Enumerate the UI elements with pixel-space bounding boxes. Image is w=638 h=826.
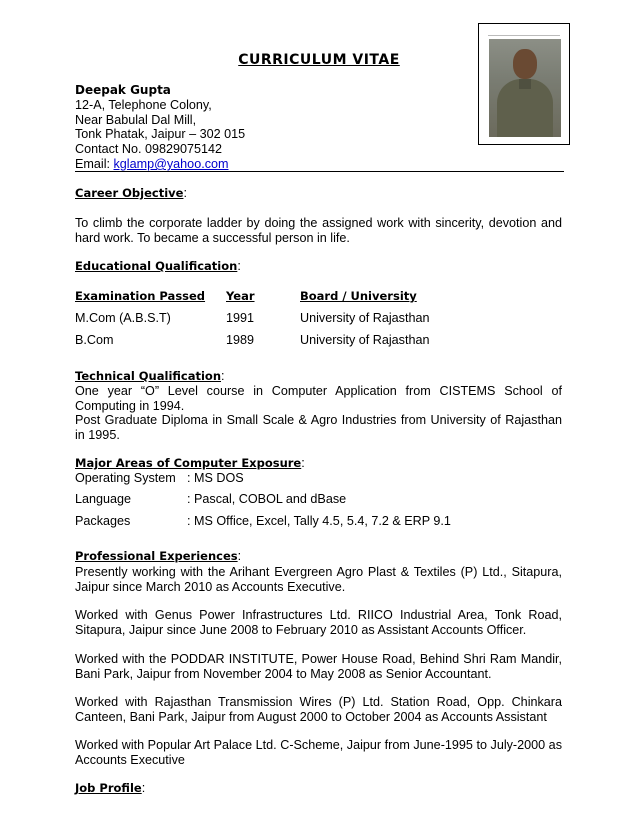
experience-heading: Professional Experiences: [75, 549, 242, 563]
experience-item-4: Worked with Rajasthan Transmission Wires (P) Ltd. Station Road, Opp. Chinkara Canteen, Bani Park, Jaipur from August 2000 to October 2004 as Accounts Assistant [75, 695, 562, 724]
computer-row-2-label: Language [75, 492, 132, 506]
experience-item-5: Worked with Popular Art Palace Ltd. C-Scheme, Jaipur from June-1995 to July-2000 as Accounts Executive [75, 738, 562, 767]
address-line-3: Tonk Phatak, Jaipur – 302 015 [75, 127, 246, 142]
education-col-year: Year [226, 289, 255, 303]
career-objective-text: To climb the corporate ladder by doing the assigned work with sincerity, devotion and hard work. To became a successful person in life. [75, 216, 562, 245]
candidate-name: Deepak Gupta [75, 83, 171, 97]
phone-number: Contact No. 09829075142 [75, 142, 223, 157]
education-heading: Educational Qualification: [75, 259, 241, 273]
technical-heading: Technical Qualification: [75, 369, 225, 383]
contact-block [75, 83, 245, 172]
education-row-2-exam: B.Com [75, 333, 114, 347]
photo-frame [478, 23, 570, 145]
education-col-exam: Examination Passed [75, 289, 206, 303]
email-link[interactable]: kglamp@yahoo.com [113, 156, 229, 171]
technical-line-2: Post Graduate Diploma in Small Scale & Agro Industries from University of Rajasthan in 1995. [75, 413, 562, 442]
education-row-2-board: University of Rajasthan [300, 333, 430, 347]
profile-photo [489, 39, 561, 137]
address-line-1: 12-A, Telephone Colony, [75, 97, 212, 112]
email-label: Email: [75, 156, 114, 171]
education-row-1-exam: M.Com (A.B.S.T) [75, 311, 171, 325]
computer-row-2-value: : Pascal, COBOL and dBase [187, 492, 347, 506]
computer-row-1-label: Operating System [75, 471, 176, 485]
photo-divider [488, 35, 560, 36]
career-objective-heading: Career Objective: [75, 186, 187, 200]
computer-row-3-value: : MS Office, Excel, Tally 4.5, 5.4, 7.2 & ERP 9.1 [187, 514, 451, 528]
address-line-2: Near Babulal Dal Mill, [75, 112, 197, 127]
experience-item-1: Presently working with the Arihant Evergreen Agro Plast & Textiles (P) Ltd., Sitapura, Jaipur since March 2010 as Accounts Executive. [75, 565, 562, 594]
education-row-2-year: 1989 [226, 333, 255, 347]
technical-line-1: One year “O” Level course in Computer Application from CISTEMS School of Computing in 1994. [75, 384, 562, 413]
email-line [75, 157, 245, 172]
computer-row-3-label: Packages [75, 514, 131, 528]
job-profile-heading: Job Profile: [75, 781, 146, 795]
photo-collar [519, 79, 531, 89]
education-col-board: Board / University [300, 289, 417, 303]
education-row-1-board: University of Rajasthan [300, 311, 430, 325]
photo-head [513, 49, 537, 79]
header-divider [75, 171, 564, 172]
experience-item-3: Worked with the PODDAR INSTITUTE, Power House Road, Behind Shri Ram Mandir, Bani Park, Jaipur from November 2004 to May 2008 as Senior Accountant. [75, 652, 562, 681]
computer-row-1-value: : MS DOS [187, 471, 244, 485]
document-title: CURRICULUM VITAE [238, 52, 400, 68]
experience-item-2: Worked with Genus Power Infrastructures Ltd. RIICO Industrial Area, Tonk Road, Sitapura, Jaipur since June 2008 to February 2010 as Assistant Accounts Officer. [75, 608, 562, 637]
education-row-1-year: 1991 [226, 311, 255, 325]
computer-heading: Major Areas of Computer Exposure: [75, 456, 305, 470]
